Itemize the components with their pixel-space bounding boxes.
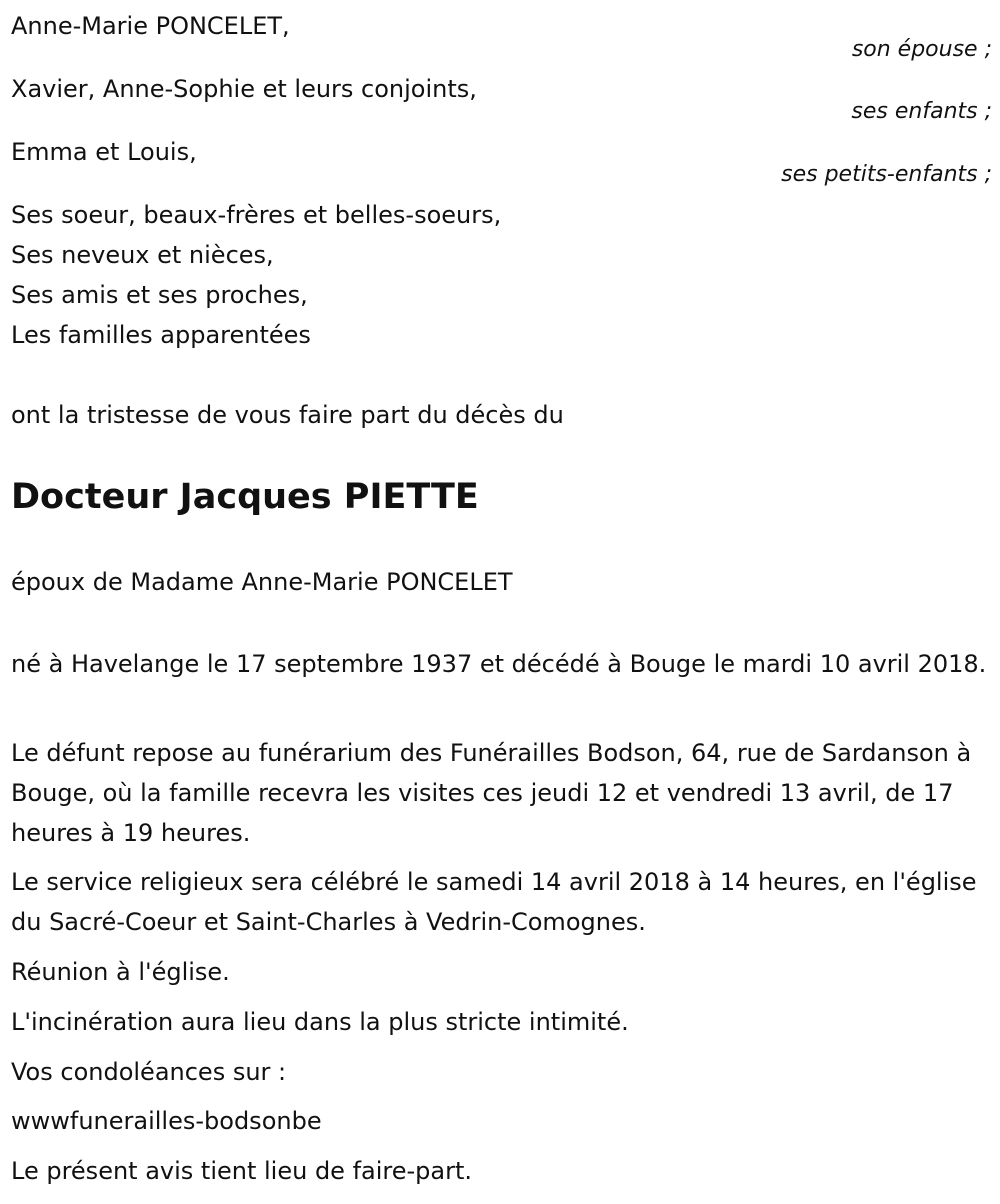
announcement-line: ont la tristesse de vous faire part du décès du <box>11 401 564 429</box>
family-relation-children: ses enfants ; <box>851 99 992 124</box>
cremation-paragraph: L'incinération aura lieu dans la plus stricte intimité. <box>11 1008 629 1036</box>
condolences-paragraph: Vos condoléances sur : <box>11 1058 287 1086</box>
family-name-children: Xavier, Anne-Sophie et leurs conjoints, <box>11 75 477 103</box>
family-relation-spouse: son épouse ; <box>851 37 992 62</box>
spouse-line: époux de Madame Anne-Marie PONCELET <box>11 568 513 596</box>
reunion-paragraph: Réunion à l'église. <box>11 958 230 986</box>
funeral-home-paragraph: Le défunt repose au funérarium des Funérailles Bodson, 64, rue de Sardanson à Bouge, où la famille recevra les visites ces jeudi 12 et vendredi 13 avril, de 17 heures à 19 heures. <box>11 739 972 847</box>
service-paragraph: Le service religieux sera célébré le samedi 14 avril 2018 à 14 heures, en l'église du Sacré-Coeur et Saint-Charles à Vedrin-Comognes. <box>11 868 977 936</box>
deceased-name: Docteur Jacques PIETTE <box>11 477 479 517</box>
closing-paragraph: Le présent avis tient lieu de faire-part. <box>11 1157 473 1185</box>
other-relatives-line: Ses neveux et nièces, <box>11 241 274 269</box>
other-relatives-line: Ses soeur, beaux-frères et belles-soeurs, <box>11 201 502 229</box>
other-relatives-line: Ses amis et ses proches, <box>11 281 308 309</box>
website-text: wwwfunerailles-bodsonbe <box>11 1107 322 1135</box>
family-relation-grandchildren: ses petits-enfants ; <box>781 162 992 187</box>
family-name-spouse: Anne-Marie PONCELET, <box>11 12 290 40</box>
other-relatives-line: Les familles apparentées <box>11 321 311 349</box>
birth-death-paragraph: né à Havelange le 17 septembre 1937 et décédé à Bouge le mardi 10 avril 2018. <box>11 650 987 678</box>
family-name-grandchildren: Emma et Louis, <box>11 138 197 166</box>
